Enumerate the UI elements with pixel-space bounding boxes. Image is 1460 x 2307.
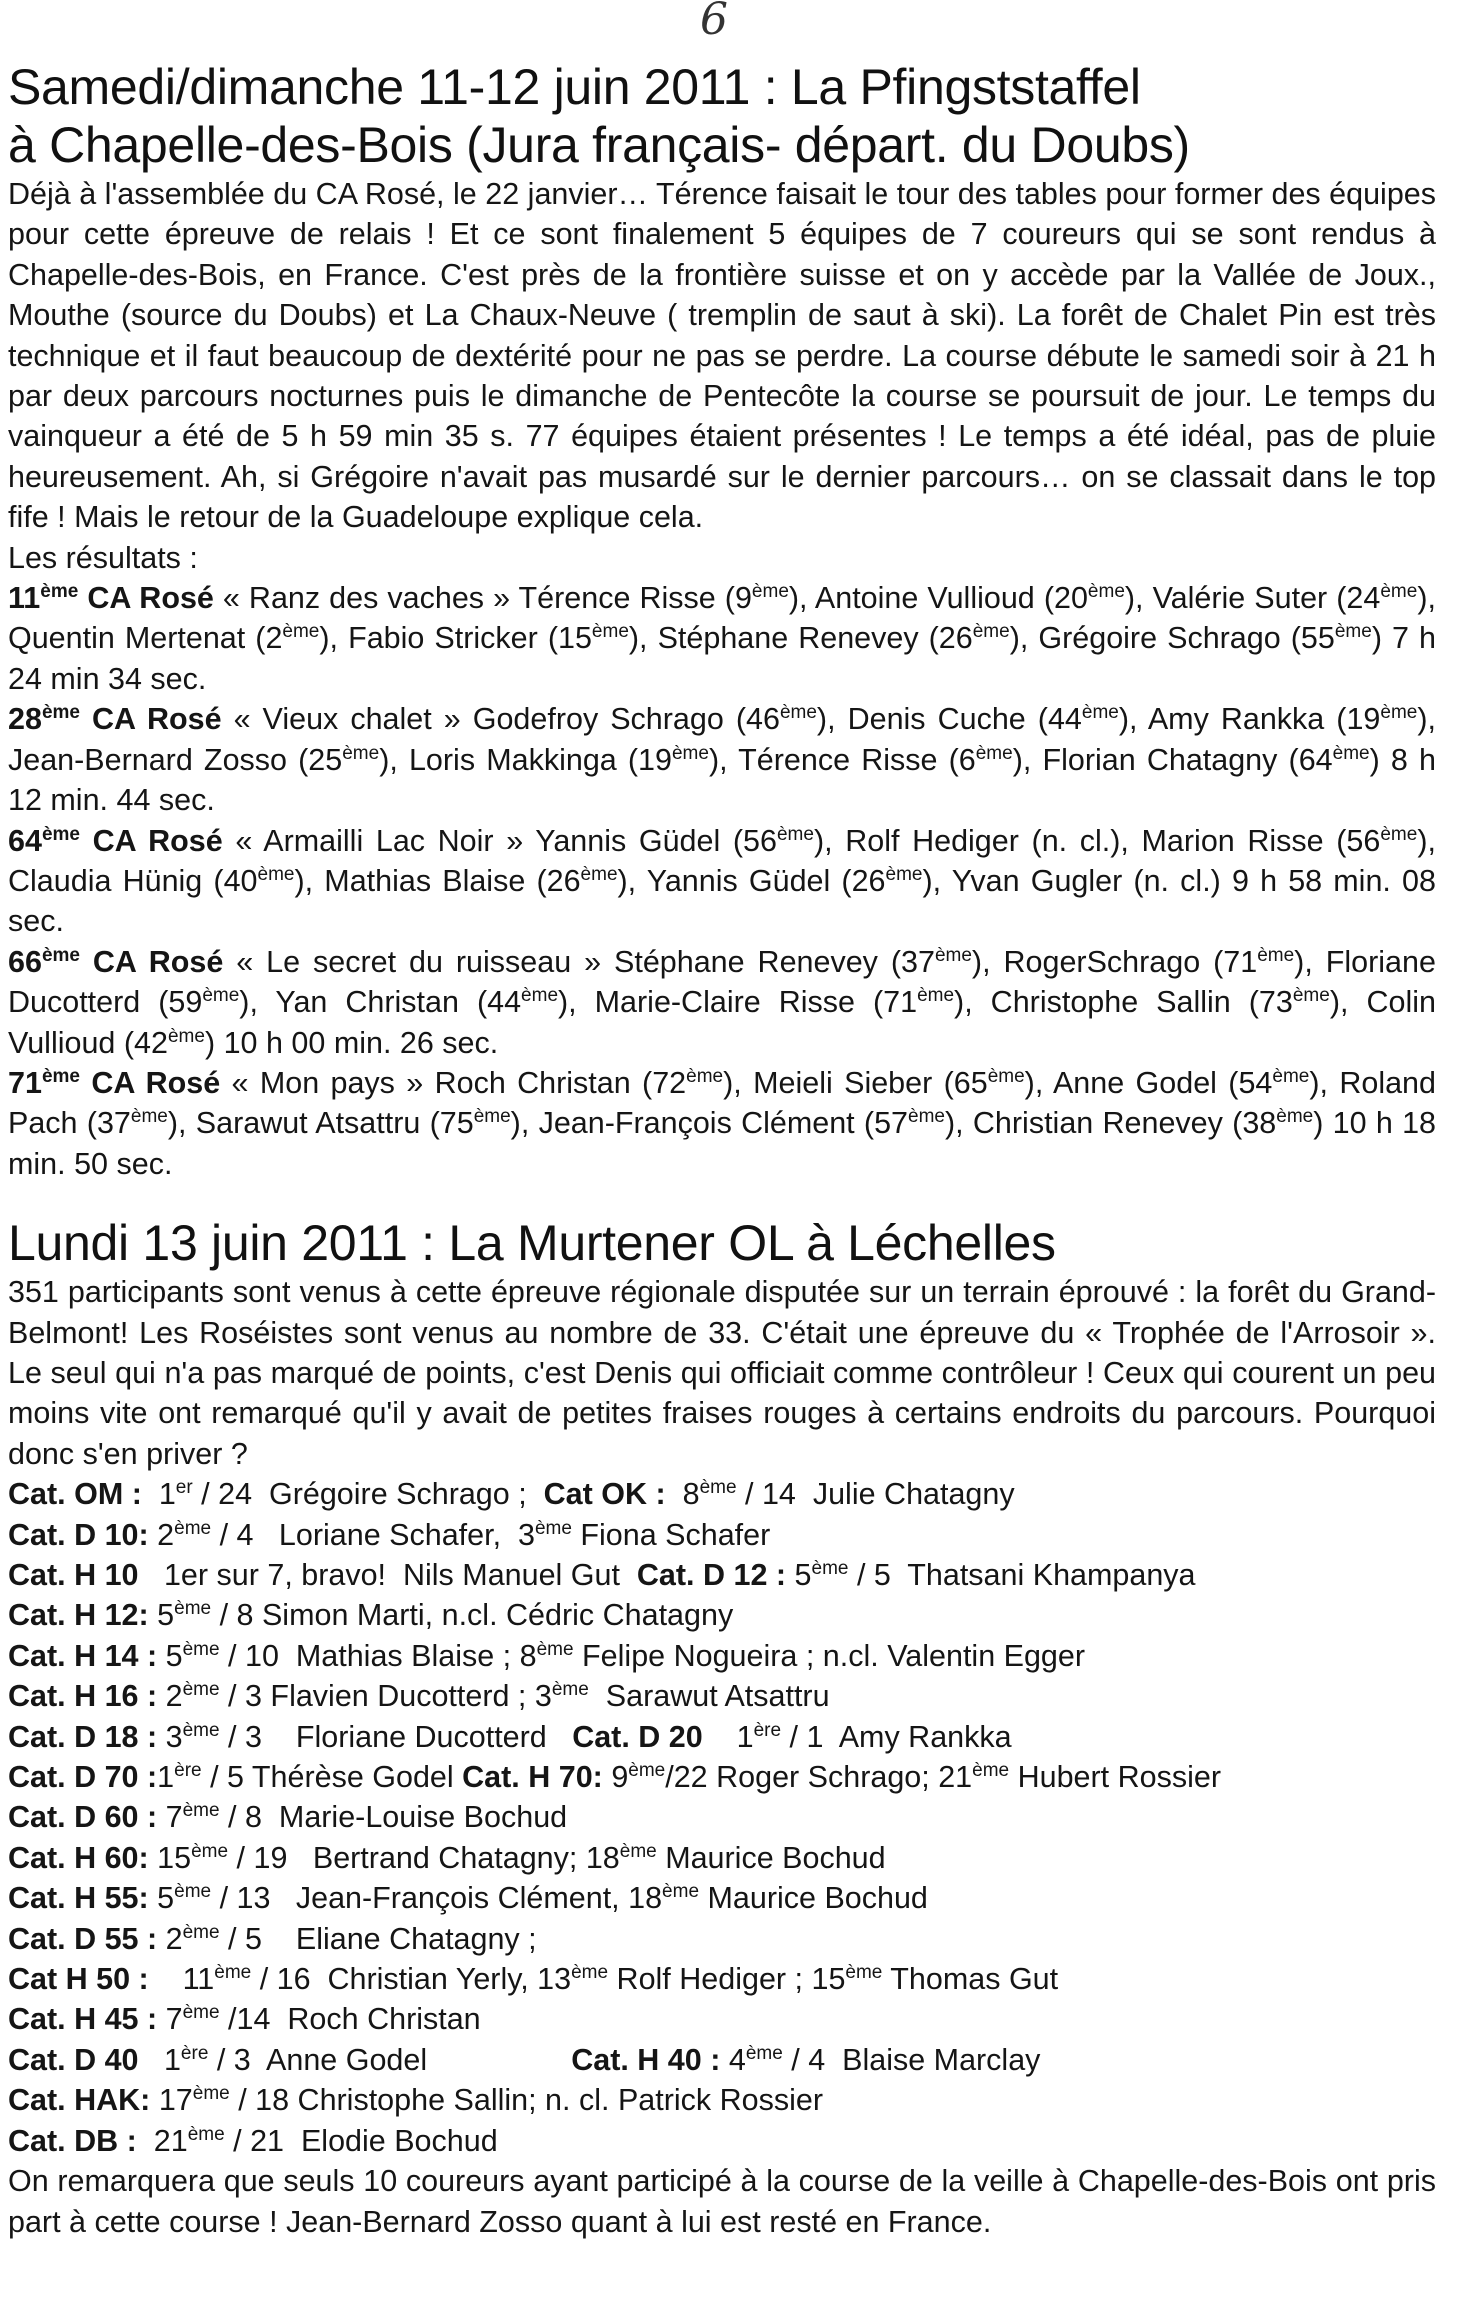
category-sep: :: [130, 1962, 183, 1997]
rank-suffix: ème: [551, 1679, 589, 1701]
rank-suffix: ème: [591, 621, 629, 643]
category-label: Cat. D 40: [8, 2042, 139, 2077]
club-name: CA Rosé: [87, 581, 214, 616]
category-row: [8, 1919, 1436, 1959]
runner-rank: 24: [1346, 581, 1381, 616]
category-sep: :: [138, 1760, 158, 1795]
rank-suffix: ème: [934, 944, 972, 966]
rank-suffix: er: [175, 1477, 193, 1499]
category-rank: 1: [157, 1760, 175, 1795]
category-label: Cat. H 10: [8, 1558, 139, 1592]
category-row: [8, 1878, 1436, 1918]
runner-rank: 44: [487, 985, 522, 1020]
runner-name: Sarawut Atsattru: [195, 1106, 421, 1141]
runner-rank: 73: [1258, 985, 1293, 1020]
rank-suffix: ème: [257, 863, 295, 885]
runner-rank: 26: [938, 621, 973, 656]
category-sep: [139, 1558, 164, 1592]
rank-suffix: ème: [1276, 1106, 1314, 1128]
runner-rank: n. cl.: [1143, 863, 1211, 898]
category-rank: 5: [157, 1598, 175, 1633]
category-row: [8, 1959, 1436, 1999]
category-label: Cat. OM: [8, 1477, 124, 1512]
category-rank: 21: [153, 2123, 188, 2158]
runner-rank: 37: [96, 1106, 131, 1141]
category-detail: /22 Roger Schrago; 21: [665, 1760, 973, 1795]
category-results: [8, 1474, 1436, 2161]
runner-rank: 57: [874, 1106, 909, 1141]
category-sep: :: [138, 1679, 166, 1714]
runner-rank: 26: [546, 863, 581, 898]
closing-paragraph: On remarquera que seuls 10 coureurs ayant participé à la course de la veille à Chapelle-des-Bois ont pris part à cette course ! Jean-Bernard Zosso quant à lui est resté en France.: [8, 2164, 1436, 2239]
runner-name: Roch Christan: [434, 1065, 631, 1100]
category-rank: 2: [165, 1921, 183, 1956]
team-time: 8 h 12 min. 44 sec.: [8, 742, 1436, 818]
category-detail: / 8 Marie-Louise Bochud: [219, 1800, 568, 1835]
team-rank: 64: [8, 823, 42, 858]
runner-name: Amy Rankka: [1147, 702, 1325, 737]
rank-suffix: ème: [41, 944, 80, 966]
rank-suffix: ème: [202, 985, 240, 1007]
rank-suffix: ème: [182, 2002, 220, 2024]
team-result: 11ème CA Rosé « Ranz des vaches » Térence Risse (9ème), Antoine Vullioud (20ème), Valérie Suter (24ème), Quentin Mertenat (2ème), Fabio Stricker (15ème), Stéphane Renevey (26ème), Grégoire Schrago (55ème) 7 h 24 min 34 sec.: [8, 581, 1436, 696]
rank-suffix: ère: [174, 1760, 202, 1782]
page-number: 6: [700, 0, 728, 45]
rank-suffix: ème: [580, 863, 618, 885]
category-label: Cat. HAK: [8, 2083, 141, 2118]
team-rank: 71: [8, 1065, 42, 1100]
runner-name: Stéphane Renevey: [657, 621, 919, 656]
category-label: Cat. D 12: [636, 1558, 768, 1592]
runner-name: Yvan Gugler: [951, 863, 1123, 898]
runner-rank: 37: [901, 944, 935, 979]
rank-suffix: ème: [662, 1881, 700, 1903]
category-sep: :: [118, 2123, 154, 2158]
rank-suffix: ème: [1334, 621, 1372, 643]
category-sep: :: [138, 2002, 166, 2037]
team-result: 28ème CA Rosé « Vieux chalet » Godefroy Schrago (46ème), Denis Cuche (44ème), Amy Rankka (19ème), Jean-Bernard Zosso (25ème), Loris Makkinga (19ème), Térence Risse (6ème), Florian Chatagny (64ème) 8 h 12 min. 44 sec.: [8, 702, 1437, 818]
runner-rank: 55: [1300, 621, 1335, 656]
rank-suffix: ème: [1332, 742, 1370, 764]
runner-rank: 56: [743, 823, 777, 858]
rank-suffix: ème: [41, 823, 80, 845]
team-name: « Mon pays »: [231, 1065, 424, 1100]
category-rank: 5: [157, 1881, 175, 1916]
rank-suffix: ème: [41, 702, 80, 724]
category-label: Cat H 50: [8, 1962, 131, 1997]
category-label: Cat. D 55: [8, 1921, 139, 1956]
category-label: Cat OK: [543, 1477, 648, 1512]
rank-suffix: ème: [182, 1638, 220, 1660]
runner-rank: 19: [1346, 702, 1381, 737]
rank-suffix: ème: [342, 742, 380, 764]
category-sep: [139, 2043, 164, 2077]
category-detail: / 4 Blaise Marclay: [782, 2042, 1041, 2077]
team-rank: 66: [8, 944, 42, 979]
club-name: CA Rosé: [92, 823, 223, 858]
category-detail: /14 Roch Christan: [219, 2002, 481, 2037]
runner-name: Grégoire Schrago: [1038, 621, 1281, 656]
rank-suffix: ème: [41, 1065, 80, 1087]
category-detail: / 5 Thérèse Godel: [201, 1760, 463, 1795]
runner-rank: 25: [308, 742, 343, 777]
rank-suffix: ème: [671, 742, 709, 764]
runner-rank: 38: [1242, 1106, 1277, 1141]
runner-name: Valérie Suter: [1152, 581, 1328, 616]
section-intro: Déjà à l'assemblée du CA Rosé, le 22 janvier… Térence faisait le tour des tables pour former des équipes pour cette épreuve de relais ! Et ce sont finalement 5 équipes de 7 coureurs qui se sont rendus à Chapelle-des-Bois, en France. C'est près de la frontière suisse et on y accède par la Vallée de Joux., Mouthe (source du Doubs) et La Chaux-Neuve ( tremplin de saut à ski). La forêt de Chalet Pin est très technique et il faut beaucoup de dextérité pour ne pas se perdre. La course débute le samedi soir à 21 h par deux parcours nocturnes puis le dimanche de Pentecôte la course se poursuit de jour. Le temps du vainqueur a été de 5 h 59 min 35 s. 77 équipes étaient présentes ! Le temps a été idéal, pas de pluie heureusement. Ah, si Grégoire n'avait pas musardé sur le dernier parcours… on se classait dans le top fife ! Mais le retour de la Guadeloupe explique cela.: [8, 177, 1436, 535]
rank-suffix: ème: [628, 1760, 666, 1782]
category-label: Cat. H 55: [8, 1881, 139, 1916]
club-name: CA Rosé: [92, 702, 222, 737]
team-time: 7 h 24 min 34 sec.: [8, 621, 1436, 696]
category-rank: 3: [165, 1719, 183, 1754]
category-rank: 7: [165, 2002, 183, 2037]
category-sep: :: [138, 1598, 158, 1633]
category-detail: / 19 Bertrand Chatagny; 18: [228, 1840, 620, 1875]
category-row: [8, 1636, 1436, 1676]
runner-name: Antoine Vullioud: [814, 581, 1035, 616]
runner-name: Anne Godel: [1052, 1065, 1217, 1100]
runner-name: Loris Makkinga: [408, 742, 617, 777]
rank-suffix: ème: [182, 1921, 220, 1943]
category-detail: Maurice Bochud: [699, 1881, 928, 1916]
runner-name: Colin Vullioud: [8, 985, 1436, 1060]
rank-suffix: ème: [473, 1106, 511, 1128]
category-rank: 15: [157, 1840, 192, 1875]
category-detail: / 4 Loriane Schafer, 3: [211, 1517, 535, 1552]
category-detail: / 5 Thatsani Khampanya: [848, 1558, 1196, 1592]
team-time: 10 h 00 min. 26 sec.: [223, 1025, 499, 1060]
runner-name: Floriane Ducotterd: [8, 944, 1436, 1020]
rank-suffix: ème: [571, 1962, 609, 1984]
runner-rank: 15: [557, 621, 592, 656]
category-rank: 1er sur 7, bravo! Nils Manuel Gut: [163, 1558, 637, 1592]
category-rank: 7: [165, 1800, 183, 1835]
team-name: « Le secret du ruisseau »: [236, 944, 602, 979]
category-row: [8, 1474, 1436, 1514]
category-row: [8, 2080, 1436, 2120]
section-pfingststaffel: [8, 58, 1436, 1184]
category-row: [8, 2040, 1436, 2080]
category-sep: :: [701, 2042, 729, 2077]
rank-suffix: ère: [753, 1719, 782, 1741]
category-detail: Thomas Gut: [882, 1962, 1059, 1997]
category-row: [8, 2121, 1436, 2161]
rank-suffix: ème: [619, 1840, 657, 1862]
rank-suffix: ère: [180, 2042, 209, 2064]
runner-name: RogerSchrago: [1003, 944, 1201, 979]
runner-name: Godefroy Schrago: [472, 702, 724, 737]
runner-rank: 9: [734, 581, 752, 616]
runner-rank: 71: [883, 985, 918, 1020]
category-rank: 1: [158, 1477, 176, 1512]
team-results: [8, 578, 1436, 1184]
category-label: Cat. D 20: [572, 1719, 703, 1754]
category-label: Cat. H 45: [8, 2002, 139, 2037]
rank-suffix: ème: [987, 1065, 1025, 1087]
category-detail: / 21 Elodie Bochud: [224, 2123, 498, 2158]
category-sep: :: [138, 1840, 158, 1875]
category-label: Cat. H 60: [8, 1840, 139, 1875]
rank-suffix: ème: [174, 1517, 212, 1539]
category-detail: / 24 Grégoire Schrago ;: [192, 1477, 544, 1512]
category-label: Cat. D 18: [8, 1719, 139, 1754]
category-rank: 17: [158, 2083, 193, 2118]
team-rank: 28: [8, 702, 42, 737]
category-rank: 5: [794, 1558, 812, 1592]
rank-suffix: ème: [282, 621, 320, 643]
rank-suffix: ème: [187, 2123, 225, 2145]
rank-suffix: ème: [174, 1881, 212, 1903]
category-sep: [703, 1720, 737, 1754]
team-name: « Ranz des vaches »: [222, 581, 511, 616]
rank-suffix: ème: [174, 1598, 212, 1620]
category-label: Cat. H 70: [462, 1760, 593, 1795]
runner-name: Denis Cuche: [847, 702, 1026, 737]
runner-name: Meieli Sieber: [753, 1065, 933, 1100]
runner-rank: 44: [1047, 702, 1082, 737]
club-name: CA Rosé: [91, 1065, 221, 1100]
rank-suffix: ème: [972, 1760, 1010, 1782]
category-detail: / 3 Anne Godel: [208, 2042, 572, 2077]
runner-rank: 65: [953, 1065, 988, 1100]
category-row: [8, 1838, 1436, 1878]
runner-rank: 54: [1238, 1065, 1273, 1100]
category-label: Cat. D 70: [8, 1760, 139, 1795]
category-detail: / 14 Julie Chatagny: [736, 1477, 1015, 1512]
document: [8, 58, 1436, 2242]
rank-suffix: ème: [182, 1679, 220, 1701]
runner-rank: 59: [168, 985, 203, 1020]
rank-suffix: ème: [975, 742, 1013, 764]
category-row: [8, 1797, 1436, 1837]
category-detail: / 16 Christian Yerly, 13: [251, 1962, 572, 1997]
rank-suffix: ème: [686, 1065, 724, 1087]
rank-suffix: ème: [1380, 702, 1418, 724]
category-detail: Sarawut Atsattru: [588, 1679, 830, 1714]
category-rank: 1: [163, 2042, 181, 2077]
runner-rank: 75: [439, 1106, 474, 1141]
category-detail: / 1 Amy Rankka: [781, 1719, 1012, 1754]
category-sep: :: [138, 1719, 166, 1754]
rank-suffix: ème: [1087, 581, 1125, 603]
category-detail: / 5 Eliane Chatagny ;: [219, 1921, 537, 1956]
category-label: Cat. H 16: [8, 1679, 139, 1714]
category-label: Cat. D 60: [8, 1800, 139, 1835]
category-sep: :: [138, 1517, 158, 1552]
team-name: « Armailli Lac Noir »: [235, 823, 524, 858]
rank-suffix: ème: [191, 1840, 229, 1862]
team-rank: 11: [8, 581, 41, 616]
runner-rank: 64: [1298, 742, 1333, 777]
runner-name: Yannis Güdel: [535, 823, 721, 858]
category-sep: :: [123, 1477, 159, 1512]
category-sep: :: [647, 1477, 683, 1512]
club-name: CA Rosé: [92, 944, 224, 979]
runner-name: Yannis Güdel: [646, 863, 831, 898]
runner-rank: 19: [638, 742, 672, 777]
rank-suffix: ème: [1081, 702, 1119, 724]
category-detail: / 18 Christophe Sallin; n. cl. Patrick Rossier: [229, 2083, 824, 2118]
rank-suffix: ème: [1292, 985, 1330, 1007]
runner-rank: 46: [746, 702, 780, 737]
category-rank: 5: [165, 1638, 183, 1673]
runner-rank: 6: [958, 742, 976, 777]
category-rank: 2: [157, 1517, 175, 1552]
rank-suffix: ème: [40, 581, 79, 603]
rank-suffix: ème: [699, 1477, 737, 1499]
category-sep: :: [767, 1558, 795, 1592]
category-detail: / 3 Flavien Ducotterd ; 3: [219, 1679, 552, 1714]
category-row: [8, 1717, 1436, 1757]
rank-suffix: ème: [536, 1638, 574, 1660]
category-detail: Felipe Nogueira ; n.cl. Valentin Egger: [573, 1638, 1086, 1673]
rank-suffix: ème: [745, 2042, 783, 2064]
rank-suffix: ème: [751, 581, 789, 603]
runner-name: Rolf Hediger: [845, 823, 1019, 858]
category-detail: / 13 Jean-François Clément, 18: [211, 1881, 663, 1916]
category-sep: :: [140, 2083, 159, 2118]
runner-name: Mathias Blaise: [324, 863, 526, 898]
runner-rank: 42: [134, 1025, 168, 1060]
team-result: 71ème CA Rosé « Mon pays » Roch Christan (72ème), Meieli Sieber (65ème), Anne Godel (54ème), Roland Pach (37ème), Sarawut Atsattru (75ème), Jean-François Clément (57ème), Christian Renevey (38ème) 10 h 18 min. 50 sec.: [8, 1065, 1436, 1181]
rank-suffix: ème: [917, 985, 955, 1007]
section-title-line-2: à Chapelle-des-Bois (Jura français- départ. du Doubs): [8, 117, 1190, 173]
category-label: Cat. DB: [8, 2123, 119, 2158]
team-time: 9 h 58 min. 08 sec.: [8, 863, 1436, 939]
section-intro: 351 participants sont venus à cette épreuve régionale disputée sur un terrain éprouvé : la forêt du Grand-Belmont! Les Roséistes sont venus au nombre de 33. C'était une épreuve du « Trophée de l'Arrosoir ». Le seul qui n'a pas marqué de points, c'est Denis qui officiait comme contrôleur ! Ceux qui courent un peu moins vite ont remarqué qu'il y avait de petites fraises rouges à certains endroits du parcours. Pourquoi donc s'en priver ?: [8, 1275, 1436, 1471]
rank-suffix: ème: [192, 2083, 230, 2105]
team-result: 64ème CA Rosé « Armailli Lac Noir » Yannis Güdel (56ème), Rolf Hediger (n. cl.), Marion Risse (56ème), Claudia Hünig (40ème), Mathias Blaise (26ème), Yannis Güdel (26ème), Yvan Gugler (n. cl.) 9 h 58 min. 08 sec.: [8, 823, 1436, 939]
section-title-line-1: Samedi/dimanche 11-12 juin 2011 : La Pfingststaffel: [8, 59, 1141, 115]
category-detail: / 8 Simon Marti, n.cl. Cédric Chatagny: [211, 1598, 734, 1633]
runner-name: Claudia Hünig: [8, 863, 203, 898]
rank-suffix: ème: [845, 1962, 883, 1984]
category-sep: :: [138, 1881, 158, 1916]
category-rank: 1: [736, 1719, 754, 1754]
category-row: [8, 1515, 1436, 1555]
rank-suffix: ème: [182, 1719, 220, 1741]
category-detail: Rolf Hediger ; 15: [608, 1962, 846, 1997]
category-sep: :: [138, 1921, 166, 1956]
category-rank: 9: [611, 1760, 629, 1795]
category-detail: Maurice Bochud: [656, 1840, 886, 1875]
rank-suffix: ème: [1257, 944, 1295, 966]
category-detail: / 10 Mathias Blaise ; 8: [219, 1638, 537, 1673]
category-row: [8, 1676, 1436, 1716]
rank-suffix: ème: [885, 863, 923, 885]
section-murtener-ol: [8, 1214, 1436, 2242]
rank-suffix: ème: [214, 1962, 252, 1984]
runner-name: Jean-Bernard Zosso: [8, 742, 287, 777]
rank-suffix: ème: [908, 1106, 945, 1128]
runner-rank: n. cl.: [1041, 823, 1111, 858]
section-title: Lundi 13 juin 2011 : La Murtener OL à Léchelles: [8, 1215, 1056, 1272]
category-rank: 8: [682, 1477, 700, 1512]
team-time: 10 h 18 min. 50 sec.: [8, 1106, 1436, 1181]
rank-suffix: ème: [1272, 1065, 1310, 1087]
team-name: « Vieux chalet »: [233, 702, 461, 737]
runner-rank: 26: [851, 863, 886, 898]
category-detail: / 3 Floriane Ducotterd: [219, 1719, 573, 1754]
rank-suffix: ème: [1380, 823, 1418, 845]
category-detail: Fiona Schafer: [571, 1517, 771, 1552]
category-rank: 11: [182, 1962, 215, 1997]
runner-rank: 40: [223, 863, 258, 898]
category-row: [8, 1555, 1436, 1595]
runner-name: Fabio Stricker: [348, 621, 538, 656]
runner-rank: 71: [1223, 944, 1258, 979]
category-row: [8, 1595, 1436, 1635]
category-label: Cat. D 10: [8, 1517, 139, 1552]
runner-name: Jean-François Clément: [538, 1106, 855, 1141]
category-sep: :: [138, 1800, 166, 1835]
runner-rank: 20: [1053, 581, 1088, 616]
category-row: [8, 1999, 1436, 2039]
category-label: Cat. H 12: [8, 1598, 139, 1633]
runner-name: Christophe Sallin: [990, 985, 1231, 1020]
rank-suffix: ème: [1380, 581, 1418, 603]
team-result: 66ème CA Rosé « Le secret du ruisseau » Stéphane Renevey (37ème), RogerSchrago (71ème), Floriane Ducotterd (59ème), Yan Christan (44ème), Marie-Claire Risse (71ème), Christophe Sallin (73ème), Colin Vullioud (42ème) 10 h 00 min. 26 sec.: [8, 944, 1436, 1060]
runner-rank: 2: [265, 621, 283, 656]
runner-name: Stéphane Renevey: [614, 944, 878, 979]
category-rank: 2: [165, 1679, 183, 1714]
rank-suffix: ème: [776, 823, 814, 845]
runner-name: Marie-Claire Risse: [594, 985, 855, 1020]
runner-rank: 56: [1346, 823, 1381, 858]
rank-suffix: ème: [811, 1558, 849, 1579]
category-detail: Hubert Rossier: [1009, 1760, 1222, 1795]
runner-name: Térence Risse: [738, 742, 938, 777]
runner-name: Yan Christan: [275, 985, 459, 1020]
category-row: [8, 1757, 1436, 1797]
rank-suffix: ème: [167, 1025, 205, 1047]
category-label: Cat. H 40: [571, 2042, 702, 2077]
category-label: Cat. H 14: [8, 1638, 139, 1673]
rank-suffix: ème: [779, 702, 817, 724]
rank-suffix: ème: [534, 1517, 572, 1539]
rank-suffix: ème: [130, 1106, 168, 1128]
category-rank: 4: [728, 2042, 746, 2077]
runner-name: Marion Risse: [1141, 823, 1324, 858]
rank-suffix: ème: [972, 621, 1010, 643]
runner-name: Roland Pach: [8, 1065, 1436, 1141]
runner-rank: 72: [652, 1065, 687, 1100]
runner-name: Christian Renevey: [972, 1106, 1223, 1141]
runner-name: Quentin Mertenat: [8, 621, 246, 656]
results-label: Les résultats :: [8, 540, 198, 575]
runner-name: Térence Risse: [518, 581, 716, 616]
rank-suffix: ème: [182, 1800, 220, 1822]
category-sep: :: [592, 1760, 612, 1795]
category-sep: :: [138, 1638, 166, 1673]
rank-suffix: ème: [521, 985, 559, 1007]
runner-name: Florian Chatagny: [1042, 742, 1278, 777]
